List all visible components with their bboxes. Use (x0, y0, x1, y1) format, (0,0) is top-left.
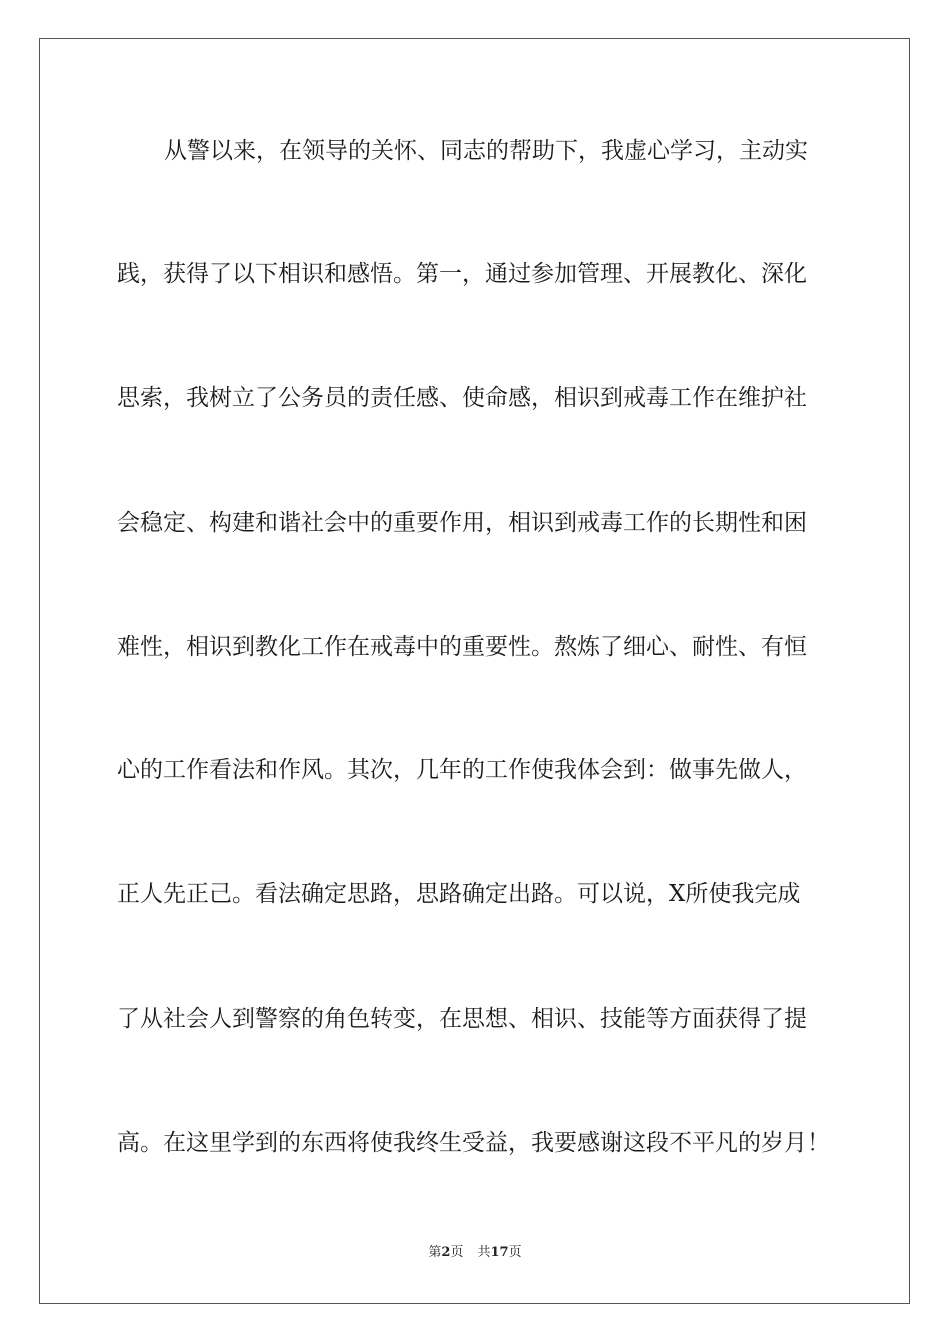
text-line: 了从社会人到警察的角色转变，在思想、相识、技能等方面获得了提 (117, 1006, 807, 1032)
page-frame (39, 38, 910, 1304)
page-footer (0, 1244, 950, 1262)
total-pages-label: 共17页 (477, 1245, 522, 1260)
text-line: 践，获得了以下相识和感悟。第一，通过参加管理、开展教化、深化 (117, 261, 807, 287)
page-label: 第2页 (428, 1245, 464, 1260)
text-line: 高。在这里学到的东西将使我终生受益，我要感谢这段不平凡的岁月！ (117, 1130, 830, 1156)
text-line: 难性，相识到教化工作在戒毒中的重要性。熬炼了细心、耐性、有恒 (117, 634, 807, 660)
total-pages-number: 17 (490, 1245, 509, 1260)
text-line: 从警以来，在领导的关怀、同志的帮助下，我虚心学习，主动实 (164, 138, 808, 164)
text-line: 会稳定、构建和谐社会中的重要作用，相识到戒毒工作的长期性和困 (117, 510, 807, 536)
text-line: 心的工作看法和作风。其次，几年的工作使我体会到：做事先做人， (117, 757, 807, 783)
text-line: 思索，我树立了公务员的责任感、使命感，相识到戒毒工作在维护社 (117, 385, 807, 411)
text-line: 正人先正己。看法确定思路，思路确定出路。可以说，X所使我完成 (117, 881, 801, 907)
page-number: 2 (441, 1245, 451, 1260)
